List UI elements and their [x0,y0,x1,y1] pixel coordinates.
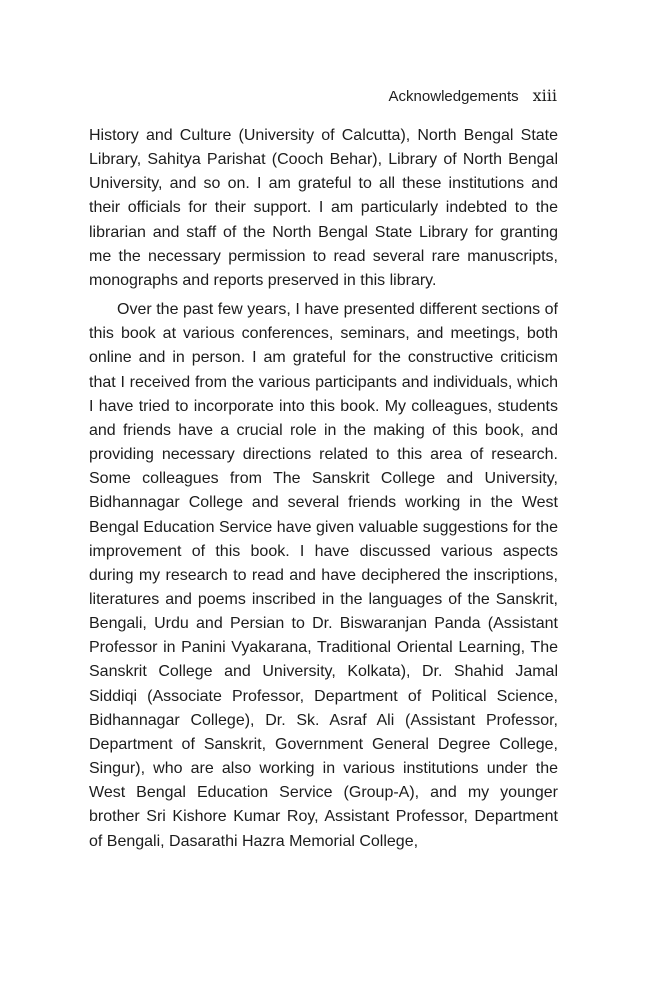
running-head-title: Acknowledgements [388,88,519,105]
running-head [389,86,557,105]
paragraph: Over the past few years, I have presented different sections of this book at various conferences, seminars, and meetings, both online and in person. I am grateful for the constructive criticism that I received from the various participants and individuals, which I have tried to incorporate into this book. My colleagues, students and friends have a crucial role in the making of this book, and providing necessary directions related to this area of research. Some colleagues from The Sanskrit College and University, Bidhannagar College and several friends working in the West Bengal Education Service have given valuable suggestions for the improvement of this book. I have discussed various aspects during my research to read and have deciphered the inscriptions, literatures and poems inscribed in the languages of the Sanskrit, Bengali, Urdu and Persian to Dr. Biswaranjan Panda (Assistant Professor in Panini Vyakarana, Traditional Oriental Learning, The Sanskrit College and University, Kolkata), Dr. Shahid Jamal Siddiqi (Associate Professor, Department of Political Science, Bidhannagar College), Dr. Sk. Asraf Ali (Assistant Professor, Department of Sanskrit, Government General Degree College, Singur), who are also working in various institutions under the West Bengal Education Service (Group-A), and my younger brother Sri Kishore Kumar Roy, Assistant Professor, Department of Bengali, Dasarathi Hazra Memorial College, [89,301,558,850]
page-number: xiii [532,86,557,105]
body-text [89,124,558,854]
paragraph-continued: History and Culture (University of Calcutta), North Bengal State Library, Sahitya Parishat (Cooch Behar), Library of North Bengal University, and so on. I am grateful to all these institutions and their officials for their support. I am particularly indebted to the librarian and staff of the North Bengal State Library for granting me the necessary permission to read several rare manuscripts, monographs and reports preserved in this library. [89,127,558,289]
